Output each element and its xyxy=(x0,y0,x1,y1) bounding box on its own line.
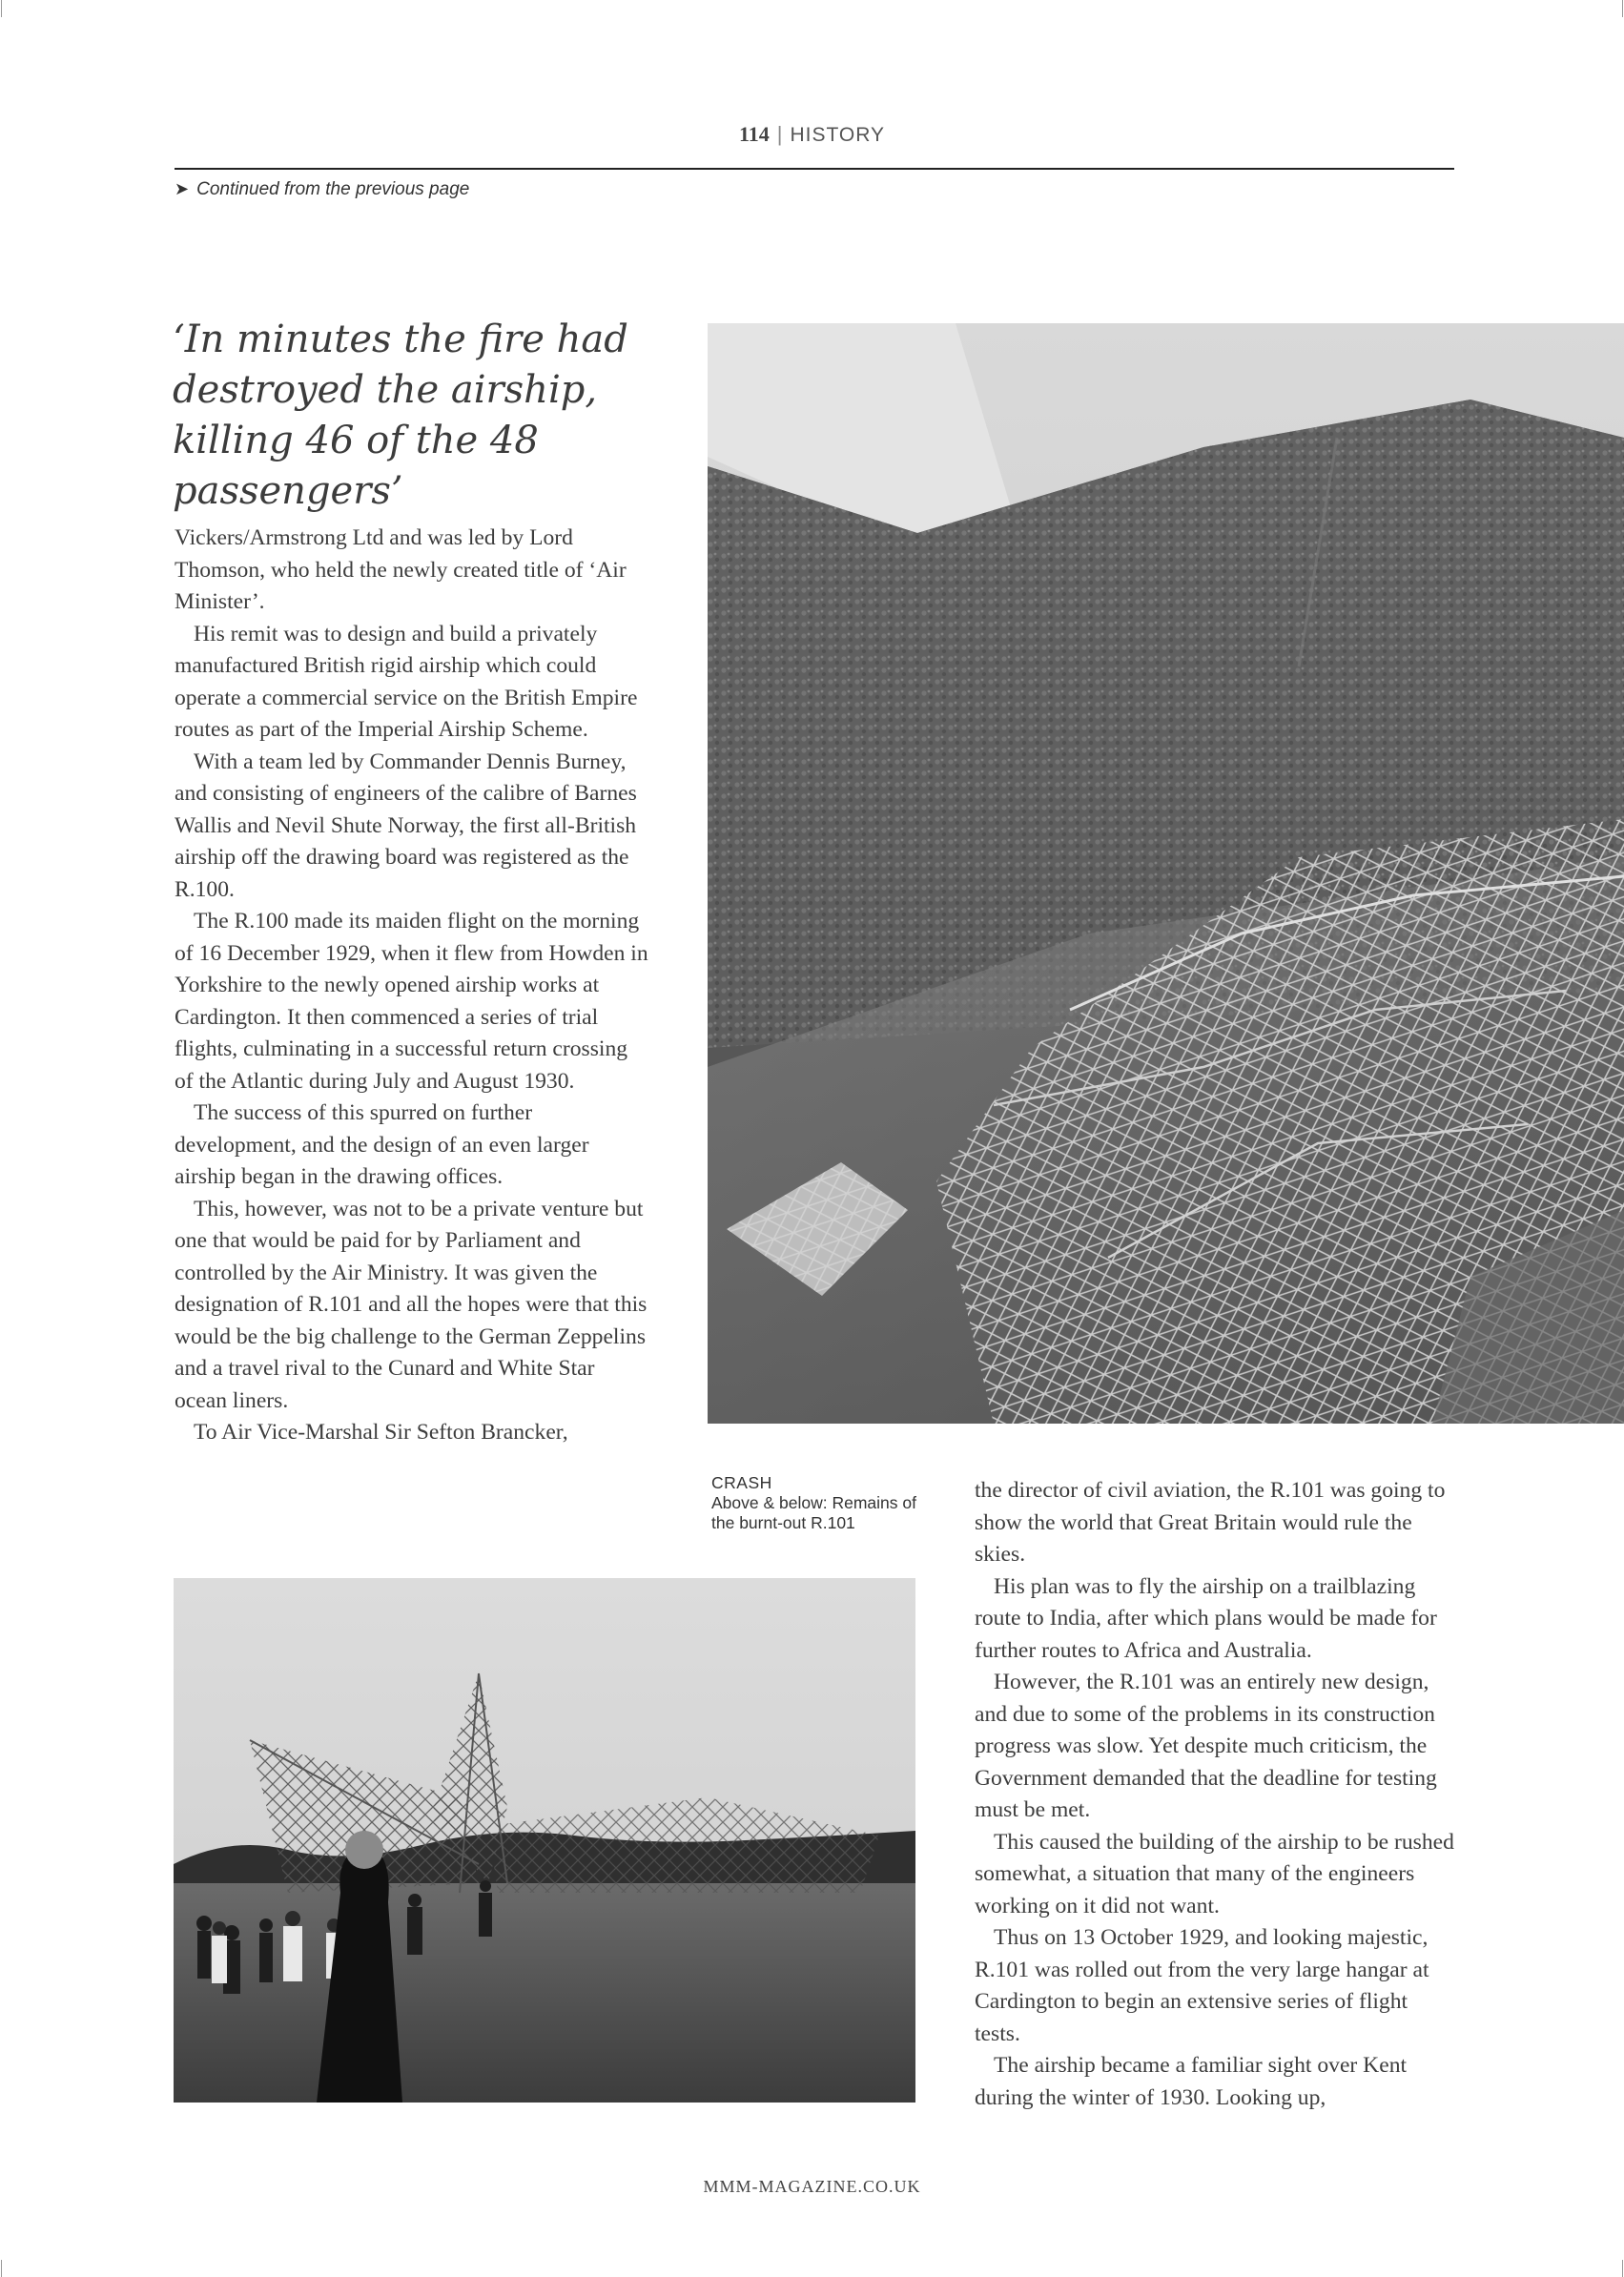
arrow-right-icon: ➤ xyxy=(175,179,190,198)
paragraph: The airship became a familiar sight over Kent during the winter of 1930. Looking up, xyxy=(975,2053,1408,2110)
continued-note xyxy=(175,179,469,200)
caption-title: CRASH xyxy=(711,1473,772,1492)
wreckage-photo-bottom xyxy=(174,1578,915,2103)
footer-website: MMM-MAGAZINE.CO.UK xyxy=(703,2177,921,2196)
paragraph: However, the R.101 was an entirely new design, and due to some of the problems in its construction progress was slow. Yet despite much criticism, the Government demanded that the deadline for testing must be met. xyxy=(975,1670,1437,1822)
crop-mark xyxy=(1622,0,1623,17)
paragraph: With a team led by Commander Dennis Burney, and consisting of engineers of the calibre of Barnes Wallis and Nevil Shute Norway, the first all-British airship off the drawing board was registered as the R.100. xyxy=(175,749,637,902)
header-rule xyxy=(175,168,1454,170)
caption-text: Above & below: Remains of the burnt-out R.101 xyxy=(711,1493,916,1532)
running-header xyxy=(0,122,1624,147)
crowd-wreckage-image xyxy=(174,1578,915,2103)
paragraph: The R.100 made its maiden flight on the morning of 16 December 1929, when it flew from Howden in Yorkshire to the newly opened airship works at Cardington. It then commenced a series of trial flights, culminating in a successful return crossing of the Atlantic during July and August 1930. xyxy=(175,909,648,1094)
paragraph: Thus on 13 October 1929, and looking majestic, R.101 was rolled out from the very large hangar at Cardington to begin an extensive series of flight tests. xyxy=(975,1925,1429,2046)
paragraph: His plan was to fly the airship on a trailblazing route to India, after which plans would be made for further routes to Africa and Australia. xyxy=(975,1573,1437,1663)
paragraph: To Air Vice-Marshal Sir Sefton Brancker, xyxy=(194,1420,568,1445)
section-name: HISTORY xyxy=(790,124,886,146)
crop-mark xyxy=(1,2260,2,2277)
paragraph: This caused the building of the airship to be rushed somewhat, a situation that many of the engineers working on it did not want. xyxy=(975,1829,1454,1918)
photo-caption xyxy=(711,1473,940,1533)
page-number: 114 xyxy=(738,122,770,146)
paragraph: the director of civil aviation, the R.101 was going to show the world that Great Britain would rule the skies. xyxy=(975,1478,1446,1567)
crop-mark xyxy=(1,0,2,17)
header-separator: | xyxy=(776,122,783,146)
wreckage-image xyxy=(708,323,1624,1424)
wreckage-photo-top xyxy=(708,323,1624,1424)
pull-quote: ‘In minutes the fire had destroyed the airship, killing 46 of the 48 passengers’ xyxy=(173,318,628,513)
paragraph: Vickers/Armstrong Ltd and was led by Lord Thomson, who held the newly created title of ‘Air Minister’. xyxy=(175,525,627,614)
paragraph: This, however, was not to be a private venture but one that would be paid for by Parliament and controlled by the Air Ministry. It was given the designation of R.101 and all the hopes were that this would be the big challenge to the German Zeppelins and a travel rival to the Cunard and White Star ocean liners. xyxy=(175,1196,648,1413)
continued-text: Continued from the previous page xyxy=(196,179,470,199)
crop-mark xyxy=(1622,2260,1623,2277)
article-column-left xyxy=(175,523,651,1449)
article-column-right xyxy=(975,1475,1456,2114)
paragraph: His remit was to design and build a privately manufactured British rigid airship which could operate a commercial service on the British Empire routes as part of the Imperial Airship Scheme. xyxy=(175,621,638,742)
paragraph: The success of this spurred on further development, and the design of an even larger airship began in the drawing offices. xyxy=(175,1100,589,1189)
